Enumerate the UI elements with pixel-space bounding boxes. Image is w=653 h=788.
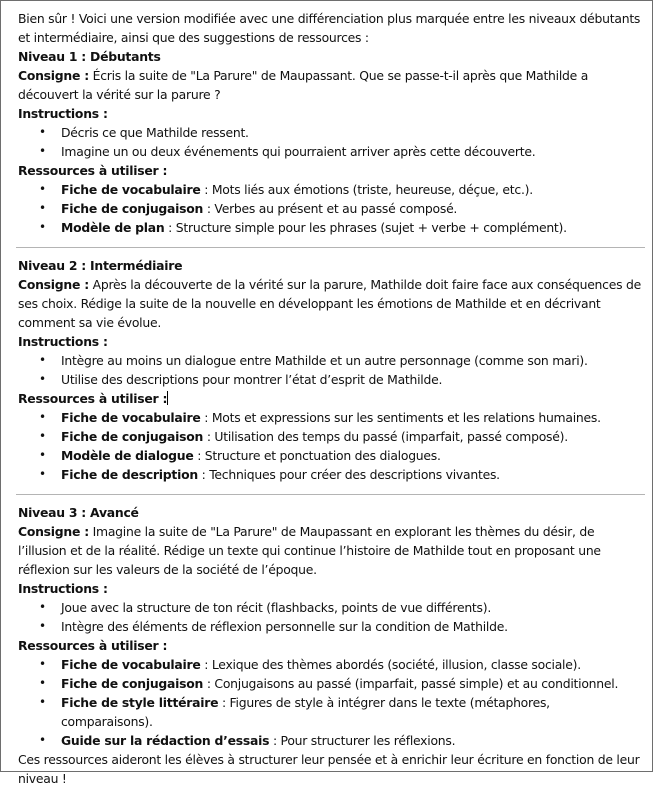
resources-list [18,655,643,750]
section-divider [16,247,645,248]
consigne-text: Imagine la suite de "La Parure" de Maupassant en explorant les thèmes du désir, de l’illusion et de la réalité. Rédige un texte qui continue l’histoire de Mathilde tout en proposant une réflexion sur les valeurs de la société de l’époque. [18,524,601,577]
resource-name: Modèle de plan [61,220,165,235]
list-item: • Décris ce que Mathilde ressent. [18,123,643,142]
resource-name: Fiche de conjugaison [61,429,204,444]
level-2-section [18,256,643,484]
intro-text: Bien sûr ! Voici une version modifiée avec une différenciation plus marquée entre les niveaux débutants et intermédiaire, ainsi que des suggestions de ressources : [18,11,641,45]
resource-desc: : Structure et ponctuation des dialogues. [193,448,441,463]
list-item: • Joue avec la structure de ton récit (flashbacks, points de vue différents). [18,598,643,617]
section-divider [16,494,645,495]
list-item [18,693,643,731]
resources-heading: Ressources à utiliser : [18,638,168,653]
list-item: • Imagine un ou deux événements qui pourraient arriver après cette découverte. [18,142,643,161]
instructions-heading: Instructions : [18,106,108,121]
instructions-heading: Instructions : [18,581,108,596]
list-item [18,655,643,674]
list-item: • Intègre des éléments de réflexion personnelle sur la condition de Mathilde. [18,617,643,636]
resource-name: Fiche de style littéraire [61,695,219,710]
level-1-consigne [18,66,643,104]
document-body[interactable] [18,9,643,788]
resources-heading: Ressources à utiliser : [18,391,168,406]
resource-name: Fiche de description [61,467,198,482]
resources-heading: Ressources à utiliser : [18,163,168,178]
list-item [18,427,643,446]
resource-name: Fiche de vocabulaire [61,657,201,672]
text-cursor [167,391,168,405]
resource-desc: : Conjugaisons au passé (imparfait, passé simple) et au conditionnel. [203,676,619,691]
list-item: • Intègre au moins un dialogue entre Mathilde et un autre personnage (comme son mari). [18,351,643,370]
resource-desc: : Figures de style à intégrer dans le texte (métaphores, comparaisons). [61,695,550,729]
instructions-list [18,123,643,161]
resource-desc: : Lexique des thèmes abordés (société, illusion, classe sociale). [200,657,581,672]
resource-desc: : Verbes au présent et au passé composé. [203,201,458,216]
level-1-title: Niveau 1 : Débutants [18,49,161,64]
resources-list [18,408,643,484]
resource-name: Fiche de vocabulaire [61,410,201,425]
resources-list [18,180,643,237]
list-item [18,218,643,237]
list-item [18,731,643,750]
level-1-section [18,47,643,237]
conclusion-text: Ces ressources aideront les élèves à structurer leur pensée et à enrichir leur écriture en fonction de leur niveau ! [18,752,640,786]
resource-desc: : Pour structurer les réflexions. [269,733,456,748]
consigne-label: Consigne : [18,524,89,539]
resource-desc: : Mots liés aux émotions (triste, heureuse, déçue, etc.). [200,182,533,197]
list-item [18,674,643,693]
resource-desc: : Utilisation des temps du passé (imparfait, passé composé). [203,429,568,444]
instructions-heading: Instructions : [18,334,108,349]
level-3-section [18,503,643,788]
level-3-consigne [18,522,643,579]
consigne-text: Écris la suite de "La Parure" de Maupassant. Que se passe-t-il après que Mathilde a découvert la vérité sur la parure ? [18,68,589,102]
consigne-label: Consigne : [18,277,89,292]
resource-desc: : Structure simple pour les phrases (sujet + verbe + complément). [164,220,567,235]
list-item [18,446,643,465]
resource-desc: : Techniques pour créer des descriptions vivantes. [197,467,500,482]
consigne-text: Après la découverte de la vérité sur la parure, Mathilde doit faire face aux conséquences de ses choix. Rédige la suite de la nouvelle en développant les émotions de Mathilde et en décrivant comment sa vie évolue. [18,277,641,330]
consigne-label: Consigne : [18,68,89,83]
level-2-title: Niveau 2 : Intermédiaire [18,258,183,273]
resource-name: Guide sur la rédaction d’essais [61,733,270,748]
resource-name: Modèle de dialogue [61,448,194,463]
resource-name: Fiche de conjugaison [61,676,204,691]
resource-name: Fiche de vocabulaire [61,182,201,197]
instructions-list [18,351,643,389]
level-2-consigne [18,275,643,332]
list-item [18,180,643,199]
level-3-title: Niveau 3 : Avancé [18,505,139,520]
list-item [18,408,643,427]
list-item [18,465,643,484]
resource-name: Fiche de conjugaison [61,201,204,216]
resource-desc: : Mots et expressions sur les sentiments et les relations humaines. [200,410,601,425]
list-item: • Utilise des descriptions pour montrer l’état d’esprit de Mathilde. [18,370,643,389]
instructions-list [18,598,643,636]
list-item [18,199,643,218]
